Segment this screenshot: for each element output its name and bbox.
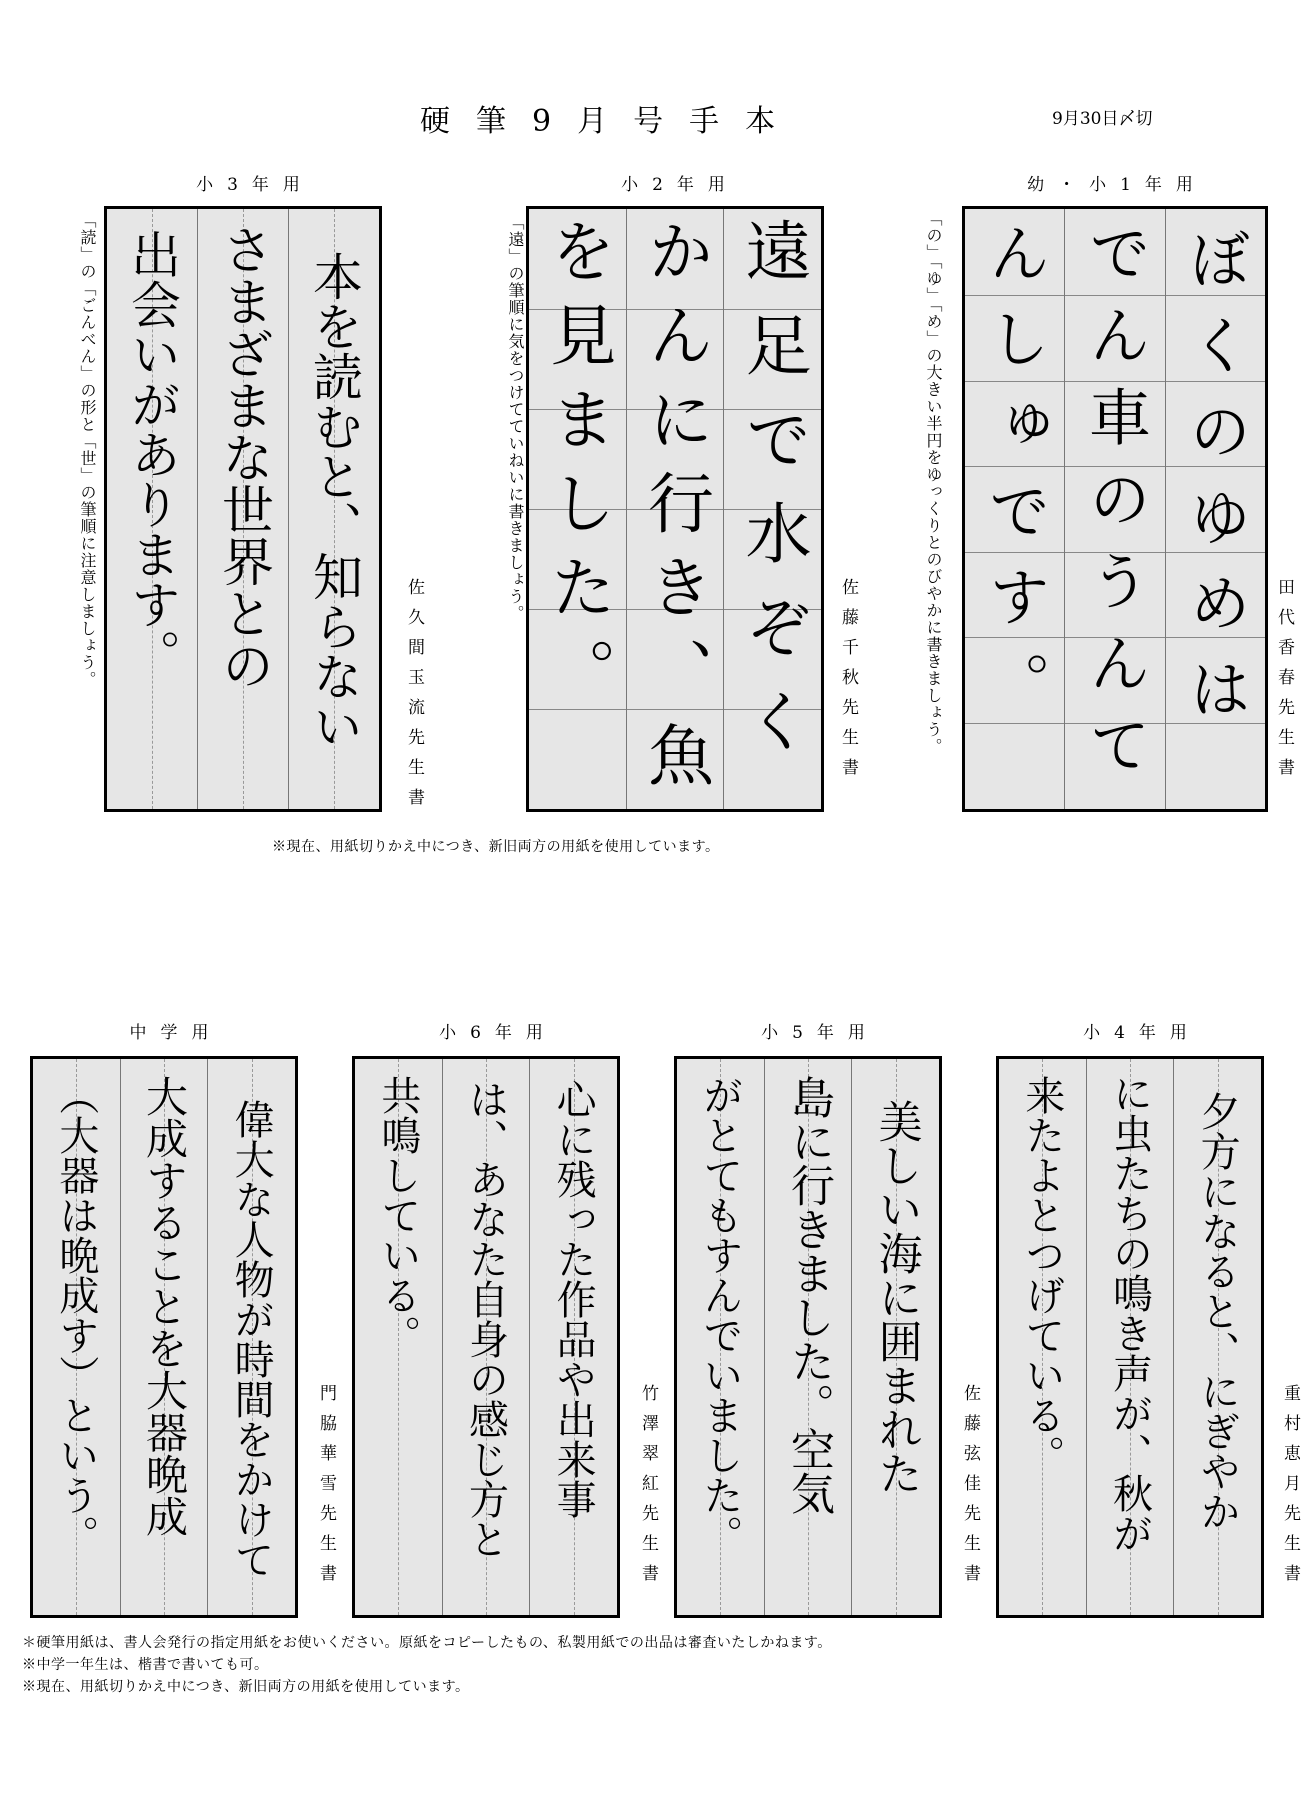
grade-label-1: 幼・小1年用: [1027, 175, 1207, 195]
handwriting-line: でん車のうんて: [1078, 221, 1152, 795]
sheet-column: [207, 1059, 295, 1615]
instruction-3: 「読」の「ごんべん」の形と「世」の筆順に注意しましょう。: [78, 212, 97, 688]
sheet-column: [1064, 209, 1164, 809]
handwriting-line: 共鳴している。: [374, 1075, 421, 1355]
footer-note-3: ※現在、用紙切りかえ中につき、新旧両方の用紙を使用しています。: [22, 1679, 470, 1695]
sheet-column: [442, 1059, 530, 1615]
practice-sheet-4: [996, 1056, 1264, 1618]
handwriting-line: を見ました。: [538, 217, 616, 721]
handwriting-line: かんに行き、魚: [636, 217, 714, 805]
grade-label-3: 小3年用: [196, 175, 314, 195]
sheet-column: [33, 1059, 120, 1615]
sheet-column: [529, 209, 626, 809]
teacher-name-2: 佐藤千秋先生書: [838, 578, 858, 788]
sheet-column: [355, 1059, 442, 1615]
sheet-column: [1086, 1059, 1174, 1615]
practice-sheet-3: [104, 206, 382, 812]
sheet-column: [107, 209, 197, 809]
instruction-1: 「の」「ゆ」「め」の大きい半円をゆっくりとのびやかに書きましょう。: [924, 210, 943, 755]
handwriting-line: 偉大な人物が時間をかけて: [228, 1099, 275, 1579]
handwriting-line: に虫たちの鳴き声が、秋が: [1106, 1073, 1153, 1553]
deadline: 9月30日〆切: [1052, 109, 1153, 129]
instruction-2: 「遠」の筆順に気をつけてていねいに書きましょう。: [506, 214, 525, 622]
handwriting-line: んしゅです。: [978, 221, 1052, 737]
handwriting-line: は、あなた自身の感じ方と: [462, 1079, 509, 1559]
sheet-column: [529, 1059, 617, 1615]
grade-label-6: 小6年用: [439, 1023, 557, 1043]
teacher-name-5: 佐藤弦佳先生書: [960, 1384, 980, 1594]
mid-note: ※現在、用紙切りかえ中につき、新旧両方の用紙を使用しています。: [272, 839, 720, 855]
sheet-column: [120, 1059, 208, 1615]
teacher-name-jh: 門脇華雪先生書: [316, 1384, 336, 1594]
teacher-name-6: 竹澤翠紅先生書: [638, 1384, 658, 1594]
sheet-column: [965, 209, 1064, 809]
handwriting-line: （大器は晩成す）という。: [52, 1075, 99, 1555]
grade-label-5: 小5年用: [761, 1023, 879, 1043]
grade-label-4: 小4年用: [1083, 1023, 1201, 1043]
handwriting-line: 大成することを大器晩成: [139, 1075, 189, 1537]
practice-sheet-jh: [30, 1056, 298, 1618]
footer-note-2: ※中学一年生は、楷書で書いても可。: [22, 1657, 269, 1673]
practice-sheet-6: [352, 1056, 620, 1618]
practice-sheet-5: [674, 1056, 942, 1618]
footer-note-1: ＊硬筆用紙は、書人会発行の指定用紙をお使いください。原紙をコピーしたもの、私製用紙での出品は審査いたしかねます。: [22, 1635, 832, 1651]
handwriting-line: ぼくのゆめは: [1178, 227, 1252, 743]
sheet-column: [851, 1059, 939, 1615]
handwriting-line: 夕方になると、にぎやか: [1194, 1091, 1241, 1531]
practice-sheet-2: [526, 206, 824, 812]
handwriting-line: 美しい海に囲まれた: [870, 1099, 922, 1495]
sheet-column: [1173, 1059, 1261, 1615]
page-title: 硬筆9月号手本: [420, 104, 802, 139]
teacher-name-3: 佐久間玉流先生書: [404, 578, 424, 818]
sheet-column: [197, 209, 288, 809]
handwriting-line: 心に残った作品や出来事: [550, 1079, 597, 1519]
handwriting-line: がとてもすんでいました。: [696, 1075, 743, 1555]
practice-sheet-1: [962, 206, 1268, 812]
handwriting-line: 出会いがあります。: [123, 229, 181, 679]
sheet-column: [723, 209, 821, 809]
sheet-column: [626, 209, 724, 809]
teacher-name-1: 田代香春先生書: [1274, 578, 1294, 788]
sheet-column: [1165, 209, 1265, 809]
sheet-column: [288, 209, 379, 809]
handwriting-line: 来たよとつげている。: [1018, 1075, 1065, 1475]
sheet-column: [999, 1059, 1086, 1615]
grade-label-jh: 中学用: [129, 1023, 223, 1043]
grade-label-2: 小2年用: [621, 175, 739, 195]
handwriting-line: 本を読むと、知らない: [305, 251, 363, 751]
sheet-column: [677, 1059, 764, 1615]
teacher-name-4: 重村恵月先生書: [1280, 1384, 1300, 1594]
sheet-column: [764, 1059, 852, 1615]
handwriting-line: 遠足で水ぞく: [734, 217, 812, 781]
handwriting-line: さまざまな世界との: [212, 223, 273, 691]
handwriting-line: 島に行きました。空気: [782, 1075, 834, 1515]
